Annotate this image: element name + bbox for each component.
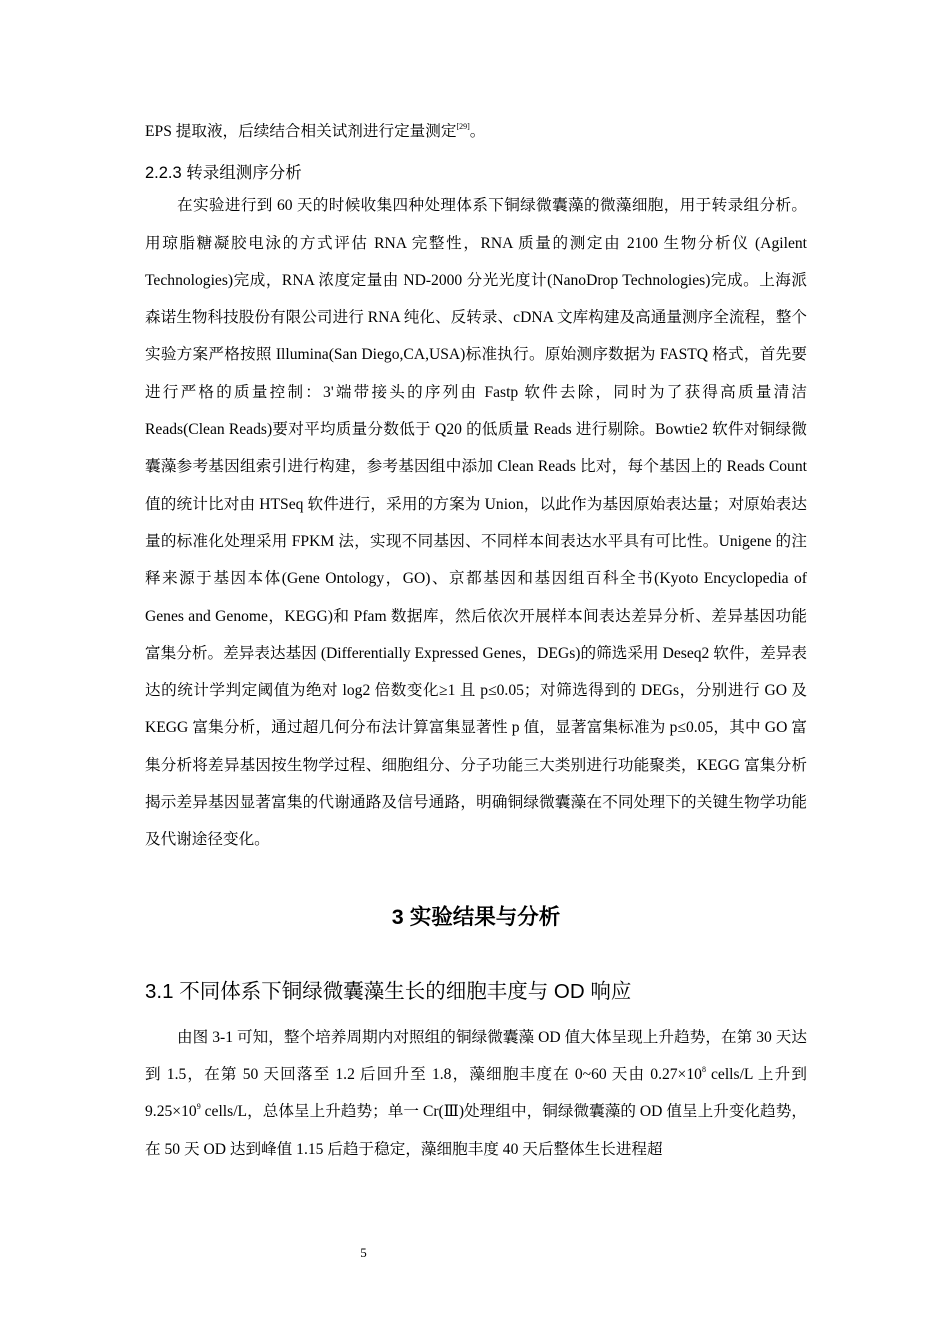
page-content xyxy=(145,113,807,1168)
paragraph-eps: EPS 提取液，后续结合相关试剂进行定量测定[29]。 xyxy=(145,122,486,140)
citation-ref: [29] xyxy=(456,122,470,131)
exponent-1: 8 xyxy=(701,1064,706,1074)
exponent-2: 9 xyxy=(196,1102,201,1112)
chapter-heading-3: 3 实验结果与分析 xyxy=(391,904,561,929)
page-number: 5 xyxy=(360,1245,367,1260)
section-heading-2-2-3: 2.2.3 转录组测序分析 xyxy=(145,164,302,183)
paragraph-transcriptome: 在实验进行到 60 天的时候收集四种处理体系下铜绿微囊藻的微藻细胞，用于转录组分析。用琼脂糖凝胶电泳的方式评估 RNA 完整性，RNA 质量的测定由 2100 生物分析仪 (Agilent Technologies)完成，RNA 浓度定量由 ND-2000 分光光度计(NanoDrop Technologies)完成。上海派森诺生物科技股份有限公司进行 RNA 纯化、反转录、cDNA 文库构建及高通量测序全流程，整个实验方案严格按照 Illumina(San Diego,CA,USA)标准执行。原始测序数据为 FASTQ 格式，首先要进行严格的质量控制：3'端带接头的序列由 Fastp 软件去除，同时为了获得高质量清洁 Reads(Clean Reads)要对平均质量分数低于 Q20 的低质量 Reads 进行剔除。Bowtie2 软件对铜绿微囊藻参考基因组索引进行构建，参考基因组中添加 Clean Reads 比对，每个基因上的 Reads Count 值的统计比对由 HTSeq 软件进行，采用的方案为 Union，以此作为基因原始表达量；对原始表达量的标准化处理采用 FPKM 法，实现不同基因、不同样本间表达水平具有可比性。Unigene 的注释来源于基因本体(Gene Ontology，GO)、京都基因和基因组百科全书(Kyoto Encyclopedia of Genes and Genome，KEGG)和 Pfam 数据库，然后依次开展样本间表达差异分析、差异基因功能富集分析。差异表达基因 (Differentially Expressed Genes，DEGs)的筛选采用 Deseq2 软件，差异表达的统计学判定阈值为绝对 log2 倍数变化≥1 且 p≤0.05；对筛选得到的 DEGs，分别进行 GO 及 KEGG 富集分析，通过超几何分布法计算富集显著性 p 值，显著富集标准为 p≤0.05，其中 GO 富集分析将差异基因按生物学过程、细胞组分、分子功能三大类别进行功能聚类，KEGG 富集分析揭示差异基因显著富集的代谢通路及信号通路，明确铜绿微囊藻在不同处理下的关键生物学功能及代谢途径变化。 xyxy=(145,197,807,849)
paragraph-od-response: 由图 3-1 可知，整个培养周期内对照组的铜绿微囊藻 OD 值大体呈现上升趋势，在第 30 天达到 1.5，在第 50 天回落至 1.2 后回升至 1.8，藻细胞丰度在 0~60 天由 $0.27\times 10^8$ cells/L 上升到 $9.25\times 10^9$ cells/L，总体呈上升趋势；单一 Cr(Ⅲ)处理组中，铜绿微囊藻的 OD 值呈上升变化趋势，在 50 天 OD 达到峰值 1.15 后趋于稳定，藻细胞丰度 40 天后整体生长进程超 xyxy=(145,1028,807,1158)
section-heading-3-1: 3.1 不同体系下铜绿微囊藻生长的细胞丰度与 OD 响应 xyxy=(145,979,632,1003)
